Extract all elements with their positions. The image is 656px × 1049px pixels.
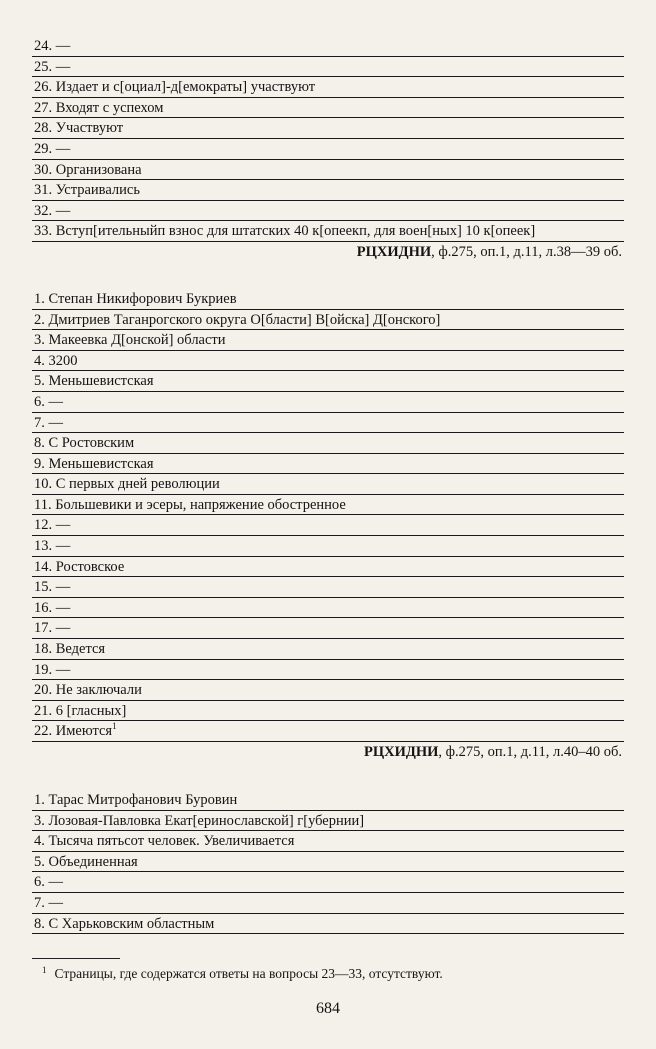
answer-row: 30. Организована [32,160,624,181]
archive-source [32,242,624,262]
answer-row: 31. Устраивались [32,180,624,201]
archive-name: РЦХИДНИ [356,243,432,260]
questionnaire-block-1 [32,36,624,262]
footnote-ref: 1 [112,721,117,732]
answer-row: 10. С первых дней революции [32,474,624,495]
answer-row: 4. 3200 [32,351,624,372]
answer-row: 20. Не заключали [32,680,624,701]
answer-row: 3. Макеевка Д[онской] области [32,330,624,351]
answer-row: 26. Издает и с[оциал]-д[емократы] участвуют [32,77,624,98]
answer-row: 17. — [32,618,624,639]
page-number: 684 [316,1000,340,1017]
answer-row: 1. Степан Никифорович Букриев [32,289,624,310]
answer-row: 19. — [32,660,624,681]
answer-row: 21. 6 [гласных] [32,701,624,722]
answer-row: 8. С Харьковским областным [32,914,624,935]
answer-row: 25. — [32,57,624,78]
answer-row: 16. — [32,598,624,619]
answer-row [32,721,624,742]
answer-row: 4. Тысяча пятьсот человек. Увеличивается [32,831,624,852]
footnote-mark: 1 [42,964,47,975]
answer-row: 8. С Ростовским [32,433,624,454]
answer-row: 24. — [32,36,624,57]
answer-row: 6. — [32,392,624,413]
footnote [32,965,624,983]
answer-row: 1. Тарас Митрофанович Буровин [32,790,624,811]
answer-row: 29. — [32,139,624,160]
answer-row: 11. Большевики и эсеры, напряжение обостренное [32,495,624,516]
answer-row: 18. Ведется [32,639,624,660]
answer-row: 5. Объединенная [32,852,624,873]
answer-row: 7. — [32,893,624,914]
archive-reference: , ф.275, оп.1, д.11, л.40–40 об. [438,744,622,760]
footnote-divider [32,958,120,959]
answer-row: 27. Входят с успехом [32,98,624,119]
answer-row: 33. Вступ[ительныйп взнос для штатских 40 к[опеекп, для воен[ных] 10 к[опеек] [32,221,624,242]
answer-row: 14. Ростовское [32,557,624,578]
answer-row: 32. — [32,201,624,222]
document-page [32,0,624,983]
answer-row: 5. Меньшевистская [32,371,624,392]
answer-row: 2. Дмитриев Таганрогского округа О[бласти] В[ойска] Д[онского] [32,310,624,331]
questionnaire-block-3 [32,790,624,934]
archive-reference: , ф.275, оп.1, д.11, л.38—39 об. [431,243,622,260]
answer-text: 22. Имеются [34,723,113,740]
archive-name: РЦХИДНИ [363,744,439,760]
answer-row: 12. — [32,515,624,536]
questionnaire-block-2 [32,289,624,762]
answer-row: 7. — [32,413,624,434]
answer-row: 6. — [32,872,624,893]
answer-row: 28. Участвуют [32,118,624,139]
answer-row: 13. — [32,536,624,557]
answer-row: 15. — [32,577,624,598]
footnote-text: Страницы, где содержатся ответы на вопросы 23—33, отсутствуют. [54,966,443,982]
archive-source [32,742,624,762]
answer-row: 3. Лозовая-Павловка Екат[еринославской] г[убернии] [32,811,624,832]
answer-row: 9. Меньшевистская [32,454,624,475]
